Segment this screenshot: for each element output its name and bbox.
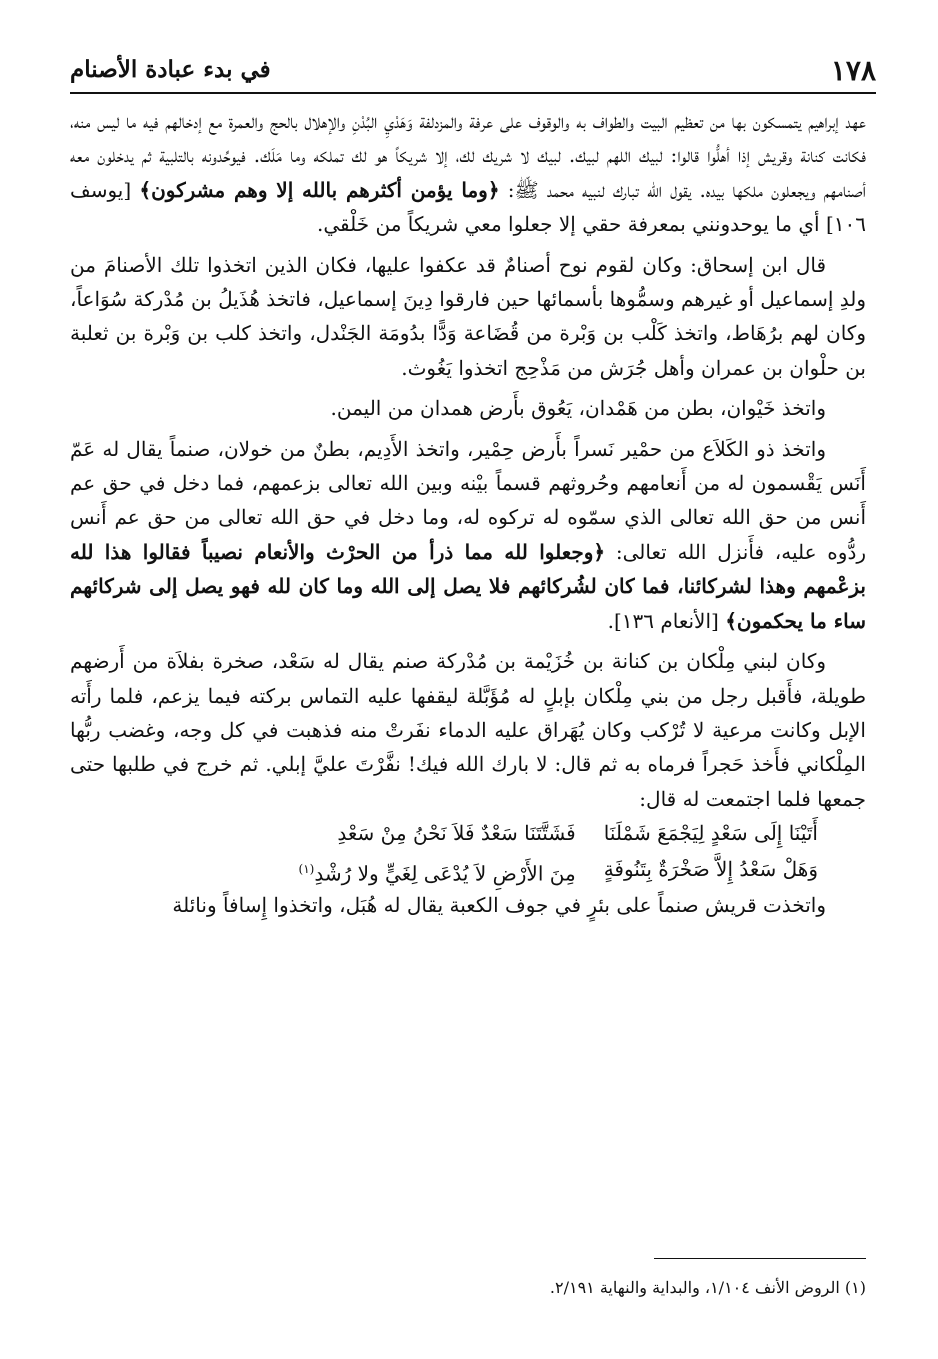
paragraph-1: [70, 104, 866, 242]
main-text: [70, 104, 866, 923]
page-number: ١٧٨: [830, 54, 876, 87]
paragraph-3: واتخذ خَيْوان، بطن من هَمْدان، يَعُوق بأَرض همدان من اليمن.: [330, 396, 826, 421]
poem-verse: [70, 816, 818, 852]
verse-second-hemistich: مِنَ الأَرْضِ لاَ يُدْعَى لِغَيٍّ ولا رُشْدِ$^{(١)}$: [298, 861, 576, 886]
paragraph-6: واتخذت قريش صنماً على بئرٍ في جوف الكعبة يقال له هُبَل، واتخذوا إِسافاً ونائلة: [172, 893, 826, 918]
paragraph-1-text: عهد إبراهيم يتمسكون بها من تعظيم البيت والطواف به والوقوف على عرفة والمزدلفة وَهَدْيِ البُدْنِ والإهلال بالحج والعمرة مع إدخالهم فيه ما ليس منه، فكانت كنانة وقريش إذا أهلُّوا قالوا: لبيك اللهم لبيك. لبيك لا شريك لك، إلا شريكاً هو لك تملكه وما مَلَك. فيوحِّدونه بالتلبية ثم يدخلون معه أصنامهم ويجعلون ملكها بيده. يقول الله تبارك لنبيه محمد ﷺ:: [70, 109, 866, 202]
footnote-marker: (١): [298, 862, 315, 877]
header-divider: [70, 92, 876, 94]
paragraph-2: قال ابن إسحاق: وكان لقوم نوح أصنامٌ قد عكفوا عليها، فكان الذين اتخذوا تلك الأصنامَ من ولدِ إسماعيل أو غيرهم وسمُّوها بأسمائها حين فارقوا دِينَ إسماعيل، فاتخذ هُذَيلُ بن مُدْركة سُوَاعاً، وكان لهم برُهَاط، واتخذ كَلْب بن وَبْرة من قُضَاعة وَدًّا بدُومَة الجَنْدل، واتخذ كلب بن وَبْرة بن ثعلبة بن حلْوان بن عمران وأهل جُرَش من مَذْحِج اتخذوا يَغُوث.: [70, 252, 866, 380]
running-title: في بدء عبادة الأصنام: [70, 56, 271, 83]
page-header: [70, 52, 876, 92]
verse-first-hemistich: وَهَلْ سَعْدُ إِلاَّ صَخْرَةٌ بِتَنُوفَةٍ: [603, 857, 818, 882]
poem: [70, 816, 866, 888]
verse-first-hemistich: أَتَيْنَا إِلَى سَعْدٍ لِيَجْمَعَ شَمْلَنَا: [603, 821, 818, 846]
paragraph-4: [70, 432, 866, 638]
footnote: (١) الروض الأنف ١/١٠٤، والبداية والنهاية ٢/١٩١.: [549, 1278, 866, 1297]
paragraph-4-tail: [الأنعام ١٣٦].: [607, 608, 719, 633]
poem-verse: [70, 852, 818, 888]
quran-quote-anam: ﴿وجعلوا لله مما ذرأ من الحرْث والأنعام نصيباً فقالوا هذا لله بزعْمهم وهذا لشركائنا، فما كان لشُركائهم فلا يصل إلى الله وما كان لله فهو يصل إلى شركائهم ساء ما يحكمون﴾: [70, 539, 866, 633]
footnote-divider: [654, 1258, 866, 1259]
quran-quote-yusuf: ﴿وما يؤمن أكثرهم بالله إلا وهم مشركون﴾: [139, 177, 500, 202]
paragraph-4-text: واتخذ ذو الكَلاَع من حمْير نَسراً بأَرض حِمْير، واتخذ الأَدِيم، بطنٌ من خولان، صنماً يقال له عَمّ أَنَس يَقْسمون له من أَنعامهم وحُروثهم قسماً بيْنه وبين الله تعالى بزعمهم، فما دخل في حق عم أَنس من حق الله تعالى الذي سمّوه له تركوه له، وما دخل في حق الله تعالى من حق عم أَنس ردُّوه عليه، فأَنزل الله تعالى:: [70, 436, 867, 564]
verse-second-hemistich: فَشَتَّتَنَا سَعْدٌ فَلاَ نَحْنُ مِنْ سَعْدِ: [337, 821, 576, 846]
paragraph-5: وكان لبني مِلْكان بن كنانة بن خُزَيْمة بن مُدْركة صنم يقال له سَعْد، صخرة بفلاَة من أَرضهم طويلة، فأَقبل رجل من بني مِلْكان بإبلٍ له مُؤَبَّلة ليقفها عليه التماس بركته فيما يزعم، فلما رأَته الإبل وكانت مرعية لا تُرْكب وكان يُهَراق عليه الدماء نفَرتْ منه فذهبت في كل وجه، وغضب ربُّها المِلْكاني فأَخذ حَجراً فرماه به ثم قال: لا بارك الله فيك! نفَّرْتَ عليَّ إبلي. ثم خرج في طلبها حتى جمعها فلما اجتمعت له قال:: [70, 649, 866, 811]
paragraph-1-tail: [يوسف ١٠٦] أي ما يوحدونني بمعرفة حقي إلا جعلوا معي شريكاً من خَلْقي.: [70, 177, 866, 237]
